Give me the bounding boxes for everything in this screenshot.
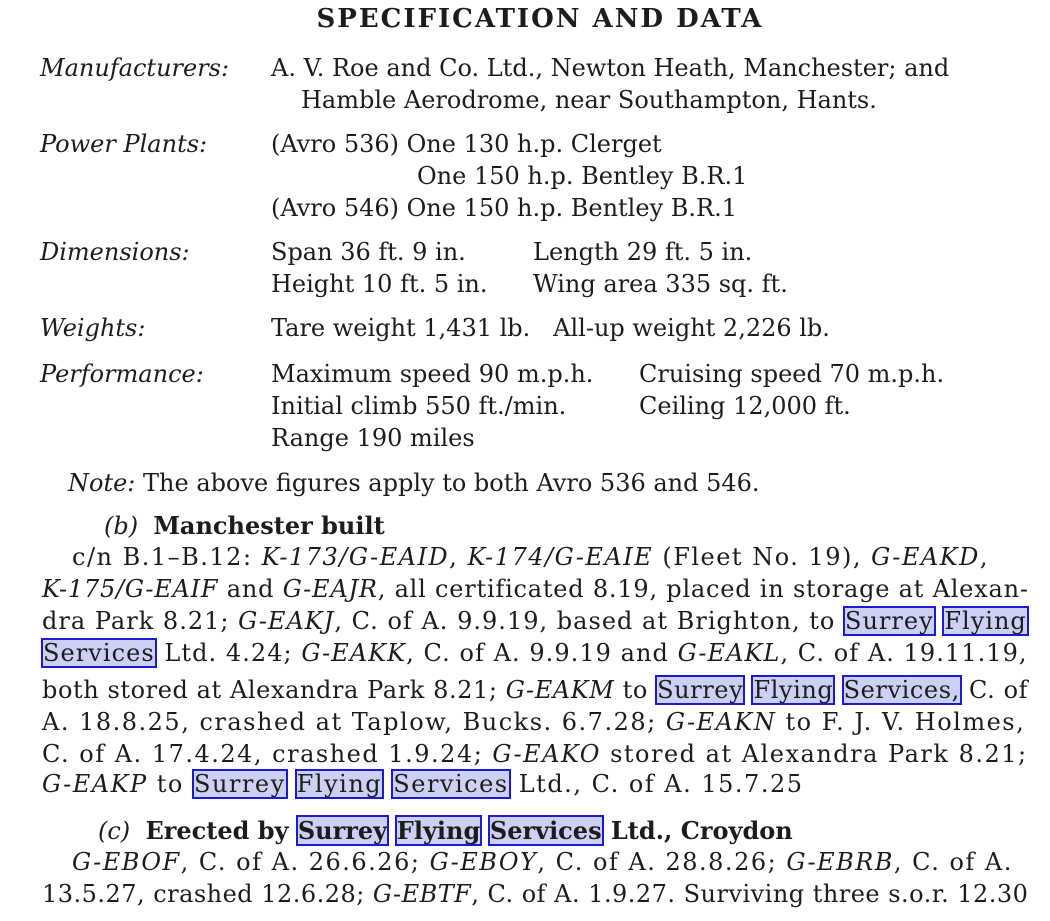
- note-label: Note:: [68, 469, 136, 497]
- manufacturers-line2: Hamble Aerodrome, near Southampton, Hants.: [301, 86, 877, 114]
- power-plants-line1: (Avro 536) One 130 h.p. Clerget: [271, 130, 662, 158]
- highlight-flying: Flying: [396, 816, 481, 845]
- dimensions-height: Height 10 ft. 5 in.: [271, 270, 488, 298]
- performance-label: Performance:: [40, 360, 204, 388]
- section-b-line7: C. of A. 17.4.24, crashed 1.9.24; G-EAKO stored at Alexandra Park 8.21;: [42, 740, 1028, 768]
- section-c-marker: (c): [98, 817, 131, 845]
- manufacturers-label: Manufacturers:: [40, 54, 230, 82]
- highlight-services: Services: [43, 639, 155, 667]
- performance-climb: Initial climb 550 ft./min.: [271, 392, 567, 420]
- highlight-surrey: Surrey: [194, 770, 286, 798]
- highlight-services: Services: [489, 816, 602, 845]
- section-c-heading: (c) Erected by Surrey Flying Services Ltd., Croydon: [98, 816, 793, 845]
- section-b-line2: K-175/G-EAIF and G-EAJR, all certificated 8.19, placed in storage at Alexan-: [42, 575, 1029, 603]
- highlight-services: Services,: [843, 676, 960, 704]
- section-b-line8: G-EAKP to Surrey Flying Services Ltd., C. of A. 15.7.25: [42, 770, 804, 798]
- section-c-line1: G-EBOF, C. of A. 26.6.26; G-EBOY, C. of A. 28.8.26; G-EBRB, C. of A.: [72, 848, 1013, 876]
- power-plants-line3: (Avro 546) One 150 h.p. Bentley B.R.1: [271, 194, 737, 222]
- section-b-line1: c/n B.1–B.12: K-173/G-EAID, K-174/G-EAIE (Fleet No. 19), G-EAKD,: [72, 543, 990, 571]
- highlight-services: Services: [393, 770, 509, 798]
- section-b-line5: both stored at Alexandra Park 8.21; G-EAKM to Surrey Flying Services, C. of: [42, 676, 1029, 704]
- weights-text: Tare weight 1,431 lb. All-up weight 2,226 lb.: [271, 314, 830, 342]
- note: [68, 467, 760, 499]
- highlight-surrey: Surrey: [657, 676, 744, 704]
- page-title: SPECIFICATION AND DATA: [316, 4, 764, 34]
- section-b-title: Manchester built: [153, 511, 385, 540]
- dimensions-label: Dimensions:: [40, 238, 190, 266]
- section-b-line3: dra Park 8.21; G-EAKJ, C. of A. 9.9.19, based at Brighton, to Surrey Flying: [42, 607, 1027, 635]
- highlight-surrey: Surrey: [297, 816, 388, 845]
- highlight-flying: Flying: [944, 607, 1027, 635]
- performance-range: Range 190 miles: [271, 424, 475, 452]
- note-text: The above figures apply to both Avro 536 and 546.: [143, 469, 760, 497]
- dimensions-length: Length 29 ft. 5 in.: [533, 238, 753, 266]
- dimensions-wing-area: Wing area 335 sq. ft.: [533, 270, 788, 298]
- section-b-line4: Services Ltd. 4.24; G-EAKK, C. of A. 9.9.19 and G-EAKL, C. of A. 19.11.19,: [43, 639, 1028, 667]
- highlight-surrey: Surrey: [845, 607, 934, 635]
- manufacturers-line1: A. V. Roe and Co. Ltd., Newton Heath, Manchester; and: [271, 54, 950, 82]
- performance-cruise: Cruising speed 70 m.p.h.: [639, 360, 945, 388]
- section-c-line2: 13.5.27, crashed 12.6.28; G-EBTF, C. of A. 1.9.27. Surviving three s.o.r. 12.30: [42, 880, 1029, 908]
- performance-ceiling: Ceiling 12,000 ft.: [639, 392, 851, 420]
- highlight-flying: Flying: [296, 770, 383, 798]
- dimensions-span: Span 36 ft. 9 in.: [271, 238, 466, 266]
- power-plants-line2: One 150 h.p. Bentley B.R.1: [417, 162, 748, 190]
- performance-max-speed: Maximum speed 90 m.p.h.: [271, 360, 594, 388]
- section-b-marker: (b): [104, 512, 139, 540]
- power-plants-label: Power Plants:: [40, 130, 208, 158]
- highlight-flying: Flying: [753, 676, 834, 704]
- section-b-heading: [104, 510, 385, 542]
- section-b-line6: A. 18.8.25, crashed at Taplow, Bucks. 6.7.28; G-EAKN to F. J. V. Holmes,: [42, 708, 1026, 736]
- weights-label: Weights:: [40, 314, 146, 342]
